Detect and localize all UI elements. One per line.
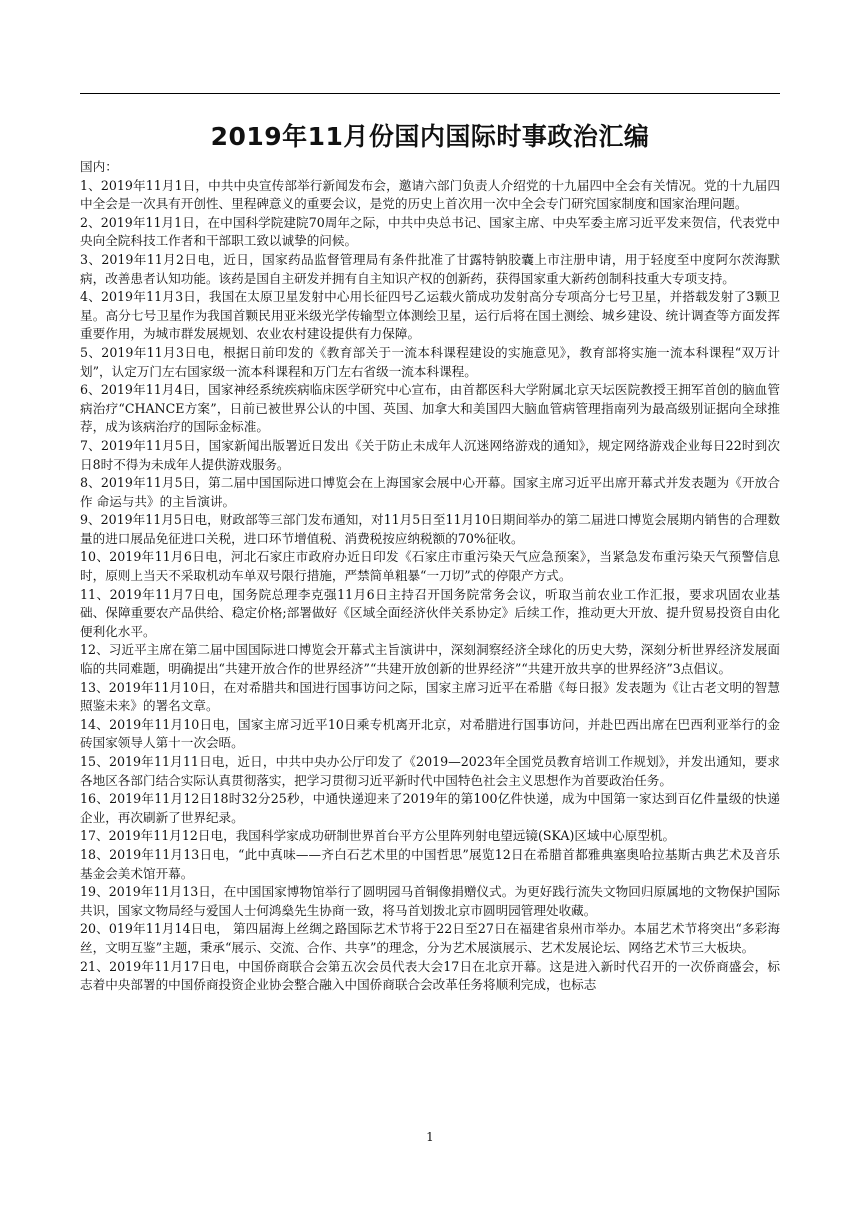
news-item: 13、2019年11月10日，在对希腊共和国进行国事访问之际，国家主席习近平在希腊《每日报》发表题为《让古老文明的智慧照鉴未来》的署名文章。 [80,679,780,714]
news-item: 8、2019年11月5日，第二届中国国际进口博览会在上海国家会展中心开幕。国家主席习近平出席开幕式并发表题为《开放合作 命运与共》的主旨演讲。 [80,475,780,509]
news-item: 2、2019年11月1日，在中国科学院建院70周年之际，中共中央总书记、国家主席、中央军委主席习近平发来贺信，代表党中央向全院科技工作者和干部职工致以诚挚的问候。 [80,214,780,249]
document-title: 2019年11月份国内国际时事政治汇编 [210,122,650,151]
news-item: 11、2019年11月7日电，国务院总理李克强11月6日主持召开国务院常务会议，听取当前农业工作汇报，要求巩固农业基础、保障重要农产品供给、稳定价格;部署做好《区域全面经济伙伴关系协定》后续工作，推动更大开放、提升贸易投资自由化便利化水平。 [80,586,780,639]
document-body [80,158,780,995]
news-item: 7、2019年11月5日，国家新闻出版署近日发出《关于防止未成年人沉迷网络游戏的通知》，规定网络游戏企业每日22时到次日8时不得为未成年人提供游戏服务。 [80,437,780,472]
news-item-list [80,177,780,995]
news-item: 6、2019年11月4日，国家神经系统疾病临床医学研究中心宣布，由首都医科大学附属北京天坛医院教授王拥军首创的脑血管病治疗“CHANCE方案”，日前已被世界公认的中国、英国、加拿大和美国四大脑血管病管理指南列为最高级别证据向全球推荐，成为该病治疗的国际金标准。 [80,382,780,435]
news-item: 5、2019年11月3日电，根据日前印发的《教育部关于一流本科课程建设的实施意见》，教育部将实施一流本科课程“双万计划”，认定万门左右国家级一流本科课程和万门左右省级一流本科课程。 [80,344,780,379]
news-item: 18、2019年11月13日电，“此中真味——齐白石艺术里的中国哲思”展览12日在希腊首都雅典塞奥哈拉基斯古典艺术及音乐基金会美术馆开幕。 [80,846,780,881]
news-item: 1、2019年11月1日，中共中央宣传部举行新闻发布会，邀请六部门负责人介绍党的十九届四中全会有关情况。党的十九届四中全会是一次具有开创性、里程碑意义的重要会议，是党的历史上首次用一次中全会专门研究国家制度和国家治理问题。 [80,177,780,212]
news-item: 9、2019年11月5日电，财政部等三部门发布通知，对11月5日至11月10日期间举办的第二届进口博览会展期内销售的合理数量的进口展品免征进口关税，进口环节增值税、消费税按应纳税额的70%征收。 [80,512,780,546]
page-number: 1 [426,1130,434,1144]
header-rule [80,93,780,94]
news-item: 20、019年11月14日电， 第四届海上丝绸之路国际艺术节将于22日至27日在福建省泉州市举办。本届艺术节将突出“多彩海丝，文明互鉴”主题，秉承“展示、交流、合作、共享”的理念，分为艺术展演展示、艺术发展论坛、网络艺术节三大板块。 [80,921,780,955]
section-label-domestic: 国内： [80,159,118,174]
news-item: 17、2019年11月12日电，我国科学家成功研制世界首台平方公里阵列射电望远镜(SKA)区域中心原型机。 [80,828,676,844]
news-item: 21、2019年11月17日电，中国侨商联合会第五次会员代表大会17日在北京开幕。这是进入新时代召开的一次侨商盛会，标志着中央部署的中国侨商投资企业协会整合融入中国侨商联合会改革任务将顺利完成，也标志 [80,958,780,993]
news-item: 16、2019年11月12日18时32分25秒，中通快递迎来了2019年的第100亿件快递，成为中国第一家达到百亿件量级的快递企业，再次刷新了世界纪录。 [80,791,780,825]
news-item: 10、2019年11月6日电，河北石家庄市政府办近日印发《石家庄市重污染天气应急预案》，当紧急发布重污染天气预警信息时，原则上当天不采取机动车单双号限行措施，严禁简单粗暴“一刀切”式的停限产方式。 [80,549,780,584]
news-item: 15、2019年11月11日电，近日，中共中央办公厅印发了《2019—2023年全国党员教育培训工作规划》，并发出通知，要求各地区各部门结合实际认真贯彻落实，把学习贯彻习近平新时代中国特色社会主义思想作为首要政治任务。 [80,754,780,788]
news-item: 4、2019年11月3日，我国在太原卫星发射中心用长征四号乙运载火箭成功发射高分专项高分七号卫星，并搭载发射了3颗卫星。高分七号卫星作为我国首颗民用亚米级光学传输型立体测绘卫星，运行后将在国土测绘、城乡建设、统计调查等方面发挥重要作用，为城市群发展规划、农业农村建设提供有力保障。 [80,289,780,342]
news-item: 19、2019年11月13日，在中国国家博物馆举行了圆明园马首铜像捐赠仪式。为更好践行流失文物回归原属地的文物保护国际共识，国家文物局经与爱国人士何鸿燊先生协商一致，将马首划拨北京市圆明园管理处收藏。 [80,884,780,918]
news-item: 14、2019年11月10日电，国家主席习近平10日乘专机离开北京，对希腊进行国事访问，并赴巴西出席在巴西利亚举行的金砖国家领导人第十一次会晤。 [80,716,780,751]
news-item: 3、2019年11月2日电，近日，国家药品监督管理局有条件批准了甘露特钠胶囊上市注册申请，用于轻度至中度阿尔茨海默病，改善患者认知功能。该药是国自主研发并拥有自主知识产权的创新药，获得国家重大新药创制科技重大专项支持。 [80,251,780,286]
news-item: 12、习近平主席在第二届中国国际进口博览会开幕式主旨演讲中，深刻洞察经济全球化的历史大势，深刻分析世界经济发展面临的共同难题，明确提出“共建开放合作的世界经济”“共建开放创新的世界经济”“共建开放共享的世界经济”3点倡议。 [80,642,780,677]
